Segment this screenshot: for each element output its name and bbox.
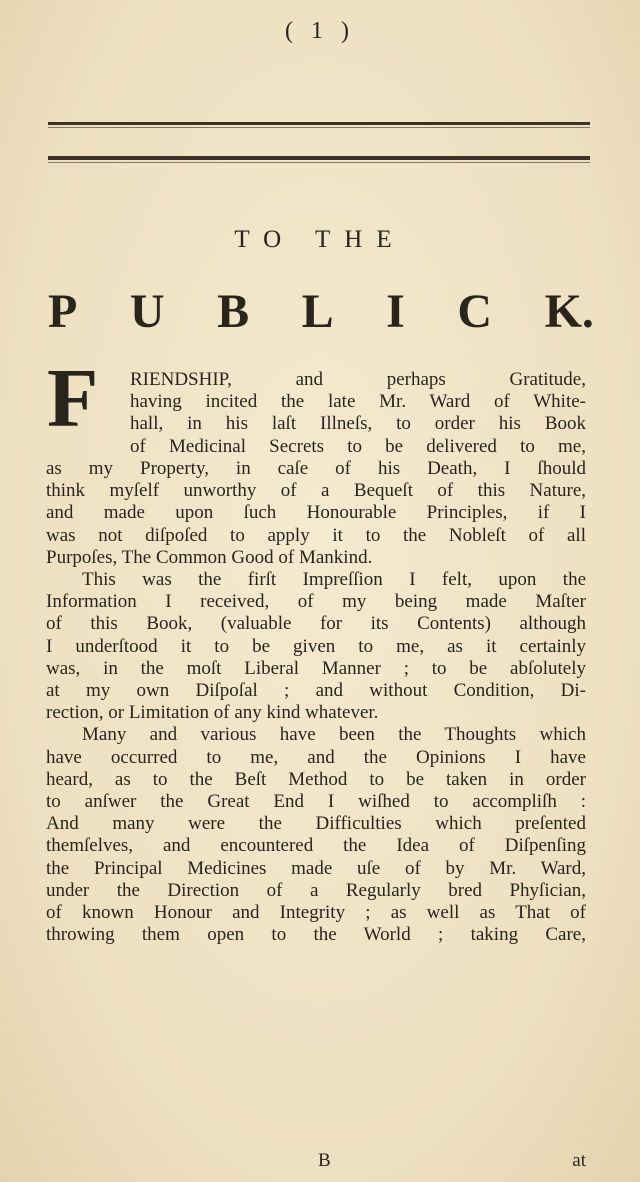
heading-publick [48,284,594,339]
text-line: RIENDSHIP, and perhaps Gratitude, [130,369,586,390]
text-line: at my own Diſpoſal ; and without Condition, Di- [46,680,586,702]
text-line: of Medicinal Secrets to be delivered to me, [130,435,586,457]
text-line: to anſwer the Great End I wiſhed to accompliſh : [46,791,586,813]
text-line: Information I received, of my being made Maſter [46,591,586,613]
catchword: at [572,1150,586,1171]
text-line: was, in the moſt Liberal Manner ; to be abſolutely [46,657,586,679]
heading-letter: P [48,285,78,338]
heading-letter: U [129,285,165,338]
ornament-rule-top-thin [48,127,590,128]
text-line: This was the firſt Impreſſion I felt, upon the [82,569,586,591]
heading-to-the: TO THE [234,226,406,253]
drop-cap: F [47,352,99,445]
text-line: under the Direction of a Regularly bred Phyſician, [46,879,586,901]
text-line: of this Book, (valuable for its Contents) although [46,613,586,635]
body-text [46,458,586,946]
heading-letter: C [457,285,493,338]
heading-letter: K. [544,285,594,338]
text-line: And many were the Difficulties which preſented [46,813,586,835]
text-line: having incited the late Mr. Ward of White- [130,391,586,413]
ornament-rule-bottom-thin [48,162,590,163]
text-line: themſelves, and encountered the Idea of Diſpenſing [46,835,586,857]
text-line: Many and various have been the Thoughts which [82,724,586,746]
heading-letter: L [301,285,334,338]
lead-paragraph [130,369,586,458]
text-line: as my Property, in caſe of his Death, I ſhould [46,458,586,479]
text-line: think myſelf unworthy of a Bequeſt of this Nature, [46,480,586,502]
text-line: was not diſpoſed to apply it to the Nobleſt of all [46,524,586,546]
text-line: I underſtood it to be given to me, as it certainly [46,635,586,657]
text-line: hall, in his laſt Illneſs, to order his Book [130,413,586,435]
ornament-rule-top [48,122,590,125]
text-line: rection, or Limitation of any kind whatever. [46,702,379,724]
heading-letter: B [217,285,250,338]
text-line: have occurred to me, and the Opinions I have [46,746,586,768]
text-line: heard, as to the Beſt Method to be taken in order [46,768,586,790]
text-line: and made upon ſuch Honourable Principles, if I [46,502,586,524]
text-line: the Principal Medicines made uſe of by Mr. Ward, [46,857,586,879]
text-line: throwing them open to the World ; taking Care, [46,924,586,946]
text-line: of known Honour and Integrity ; as well as That of [46,902,586,924]
heading-letter: I [386,285,405,338]
signature-mark: B [318,1150,331,1171]
text-line: Purpoſes, The Common Good of Mankind. [46,546,373,568]
ornament-rule-bottom [48,156,590,160]
page-number: ( 1 ) [285,18,355,44]
